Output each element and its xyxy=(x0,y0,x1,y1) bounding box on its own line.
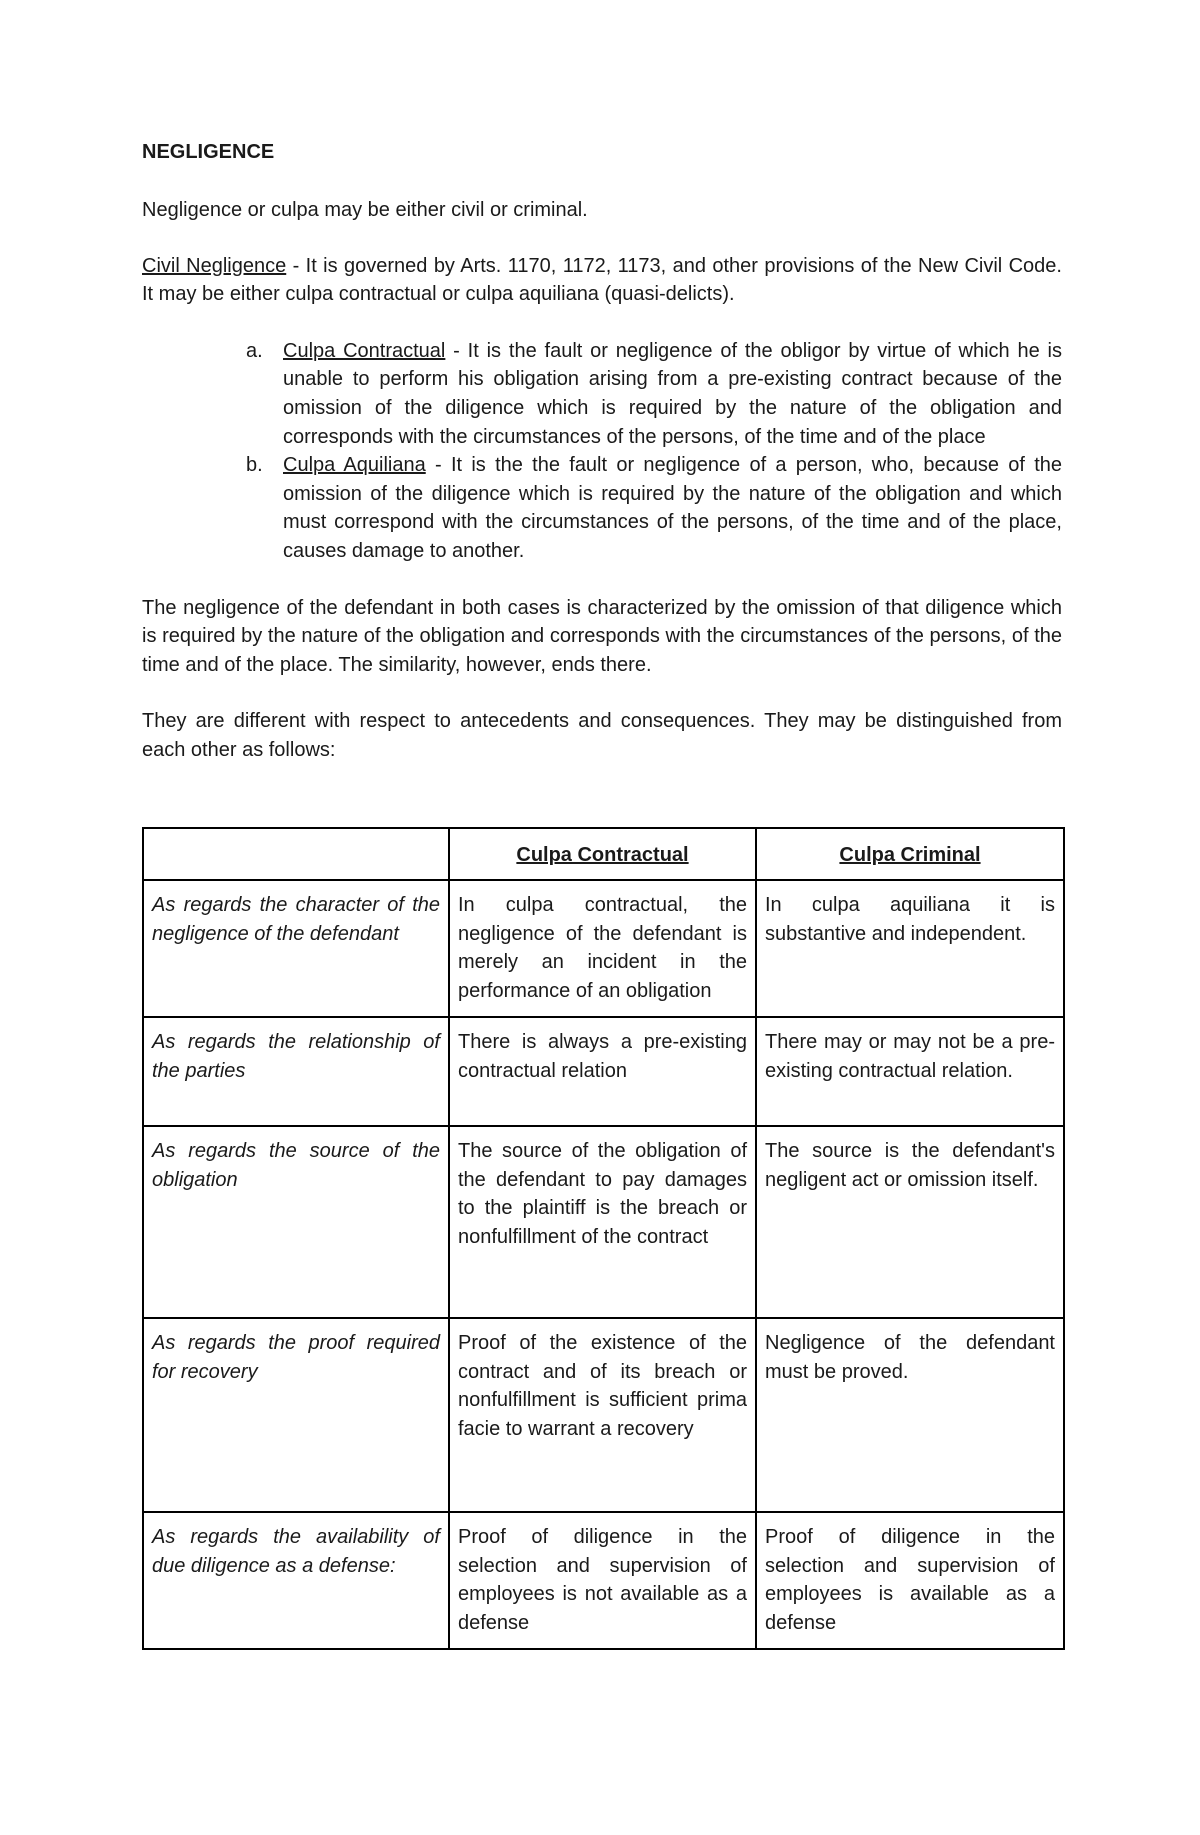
document-body xyxy=(142,138,1062,765)
intro-paragraph: Negligence or culpa may be either civil or criminal. xyxy=(142,199,588,221)
table-header-row xyxy=(143,828,1064,880)
row-label: As regards the relationship of the parties xyxy=(143,1017,449,1126)
civil-negligence-paragraph xyxy=(142,252,1062,309)
culpa-aquiliana-text: - It is the the fault or negligence of a person, who, because of the omission of the diligence which is required by the nature of the obligation and which must correspond with the circumstances of the persons, of the time and of the place, causes damage to another. xyxy=(283,454,1062,562)
criminal-cell: There may or may not be a pre-existing contractual relation. xyxy=(756,1017,1064,1126)
comparison-table xyxy=(142,827,1065,1650)
civil-negligence-text: - It is governed by Arts. 1170, 1172, 1173, and other provisions of the New Civil Code. It may be either culpa contractual or culpa aquiliana (quasi-delicts). xyxy=(142,254,1062,306)
table-row xyxy=(143,1318,1064,1512)
contractual-cell: There is always a pre-existing contractual relation xyxy=(449,1017,756,1126)
list-marker: b. xyxy=(246,454,263,477)
table-header-criminal: Culpa Criminal xyxy=(756,828,1064,880)
negligence-paragraph: The negligence of the defendant in both cases is characterized by the omission of that diligence which is required by the nature of the obligation and corresponds with the circumstances of the persons, of the time and of the place. The similarity, however, ends there. xyxy=(142,596,1062,676)
culpa-contractual-text: - It is the fault or negligence of the obligor by virtue of which he is unable to perform his obligation arising from a pre-existing contract because of the omission of the diligence which is required by the nature of the obligation and corresponds with the circumstances of the persons, of the time and of the place xyxy=(283,339,1062,448)
row-label: As regards the character of the negligence of the defendant xyxy=(143,880,449,1017)
table-row xyxy=(143,880,1064,1017)
table-row xyxy=(143,1126,1064,1318)
table-row xyxy=(143,1512,1064,1649)
contractual-cell: Proof of the existence of the contract and of its breach or nonfulfillment is sufficient prima facie to warrant a recovery xyxy=(449,1318,756,1512)
contractual-cell: The source of the obligation of the defendant to pay damages to the plaintiff is the breach or nonfulfillment of the contract xyxy=(449,1126,756,1318)
contractual-cell: Proof of diligence in the selection and supervision of employees is not available as a defense xyxy=(449,1512,756,1649)
culpa-aquiliana-term: Culpa Aquiliana xyxy=(283,454,426,477)
row-label: As regards the availability of due diligence as a defense: xyxy=(143,1512,449,1649)
criminal-cell: Proof of diligence in the selection and supervision of employees is available as a defense xyxy=(756,1512,1064,1649)
culpa-list xyxy=(142,337,1062,566)
table-header-empty xyxy=(143,828,449,880)
culpa-contractual-term: Culpa Contractual xyxy=(283,339,446,362)
list-marker: a. xyxy=(246,339,263,362)
page-title: NEGLIGENCE xyxy=(142,141,275,163)
contractual-cell: In culpa contractual, the negligence of the defendant is merely an incident in the performance of an obligation xyxy=(449,880,756,1017)
civil-negligence-term: Civil Negligence xyxy=(142,254,287,277)
row-label: As regards the proof required for recovery xyxy=(143,1318,449,1512)
criminal-cell: Negligence of the defendant must be proved. xyxy=(756,1318,1064,1512)
list-item xyxy=(246,337,1062,451)
table-header-contractual: Culpa Contractual xyxy=(449,828,756,880)
list-item xyxy=(246,451,1062,565)
row-label: As regards the source of the obligation xyxy=(143,1126,449,1318)
difference-paragraph: They are different with respect to antecedents and consequences. They may be distinguished from each other as follows: xyxy=(142,710,1062,761)
criminal-cell: The source is the defendant's negligent act or omission itself. xyxy=(756,1126,1064,1318)
table-row xyxy=(143,1017,1064,1126)
criminal-cell: In culpa aquiliana it is substantive and independent. xyxy=(756,880,1064,1017)
